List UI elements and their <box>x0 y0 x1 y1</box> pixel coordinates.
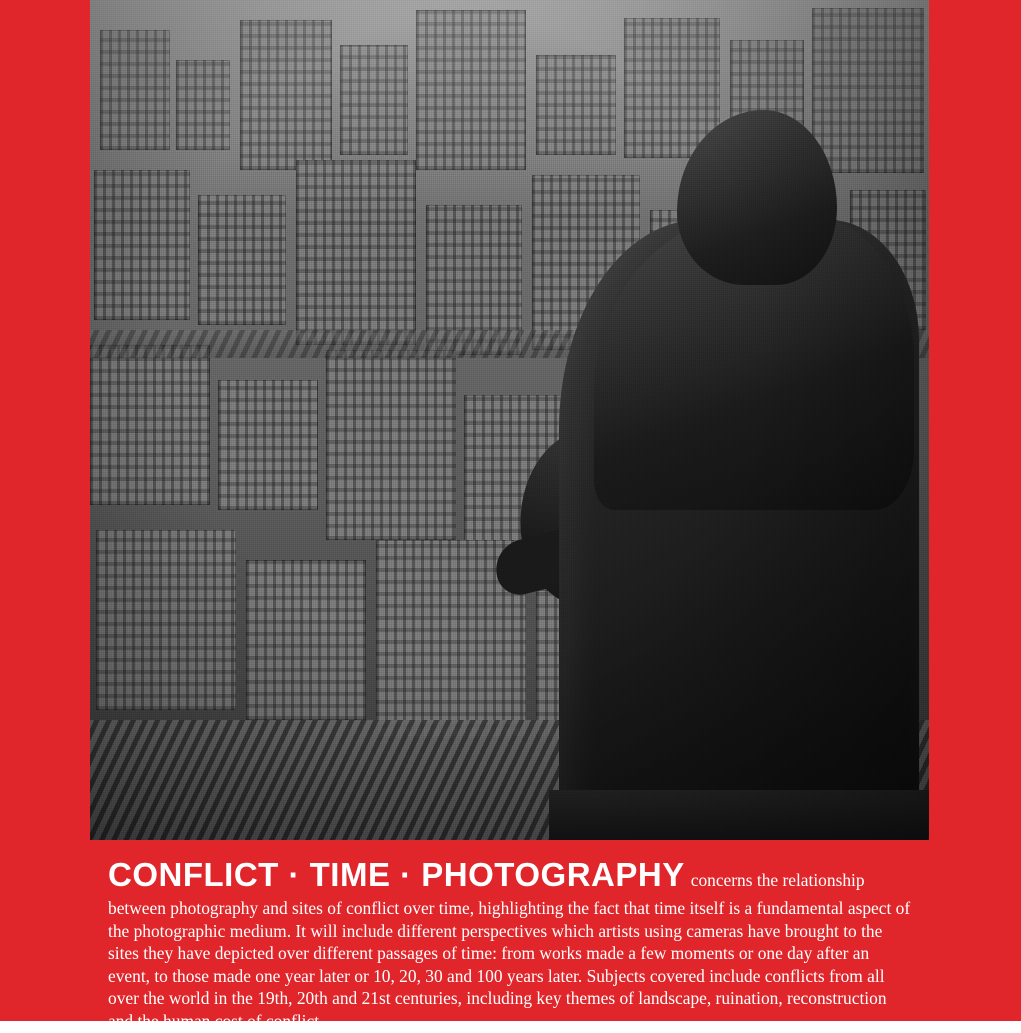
ruined-city-photograph <box>90 0 929 840</box>
photo-grain <box>90 0 929 840</box>
right-red-margin <box>929 0 1021 1021</box>
caption-panel <box>90 840 929 1032</box>
caption-body: concerns the relationship between photography and sites of conflict over time, highlighting the fact that time itself is a fundamental aspect of the photographic medium. It will include different perspectives which artists using cameras have brought to the sites they have depicted over different passages of time: from works made a few moments or one day after an event, to those made one year later or 10, 20, 30 and 100 years later. Subjects covered include conflicts from all over the world in the 19th, 20th and 21st centuries, including key themes of landscape, ruination, reconstruction and the human cost of conflict. <box>108 870 911 1032</box>
poster-title: CONFLICT · TIME · PHOTOGRAPHY <box>108 856 685 893</box>
caption-text-flow <box>108 854 911 1033</box>
left-red-margin <box>0 0 90 1021</box>
